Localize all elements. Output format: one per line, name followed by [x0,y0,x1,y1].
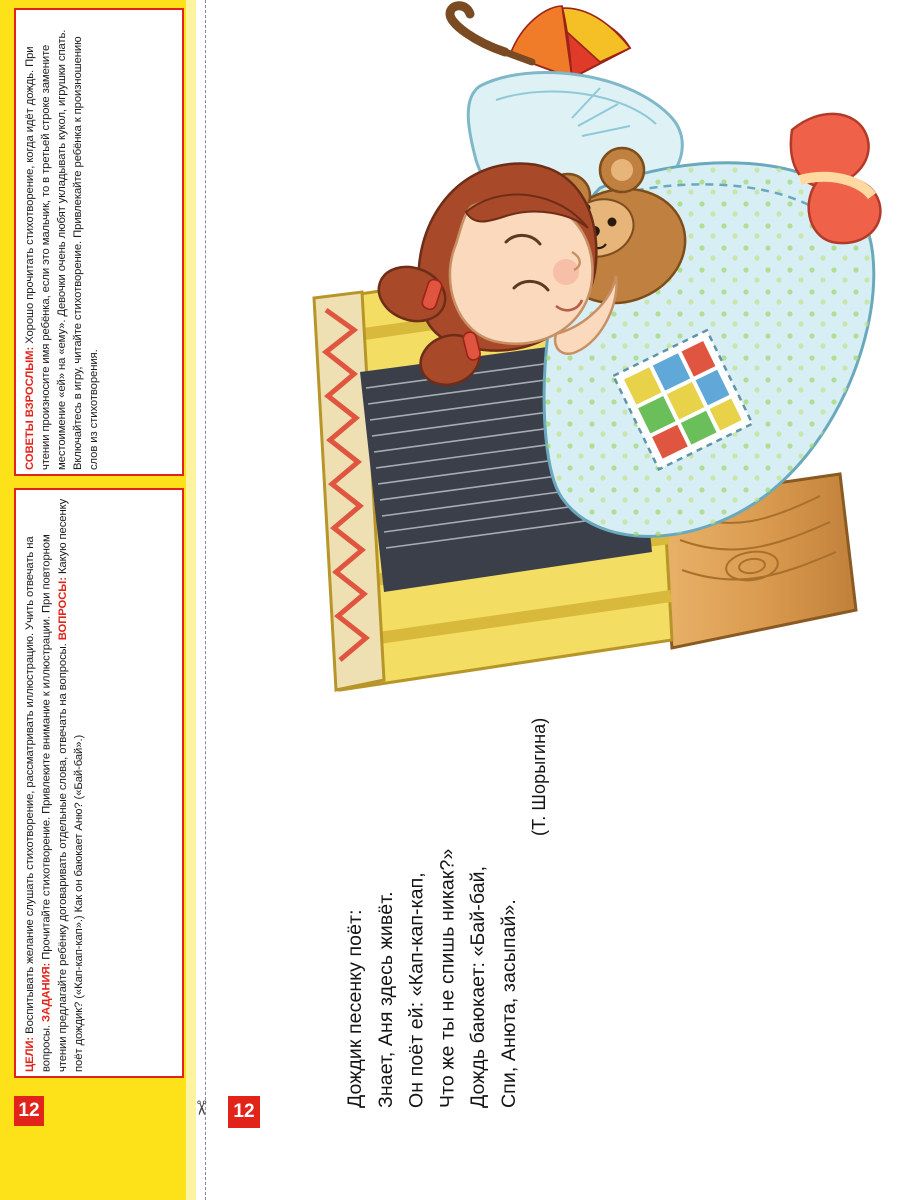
goals-heading: ЦЕЛИ: [24,1036,36,1072]
tasks-heading: ЗАДАНИЯ: [40,962,53,1022]
poem-block [340,718,550,1108]
poem-line: Дождик песенку поёт: [344,909,366,1108]
tasks-text: Прочитайте стихотворение. Привлеките внимание к иллюстрации. При повторном чтении предлагайте ребёнку договаривать отдельные слова, отвечать на вопросы. [40,534,69,1072]
poem-text [340,718,553,1108]
cut-along-dashed-line [205,0,206,1200]
page-number-right: 12 [228,1096,260,1128]
advice-for-adults-box [14,8,184,476]
questions-heading: ВОПРОСЫ: [56,577,69,641]
poem-author: (Т. Шорыгина) [528,718,549,837]
questions-text: Какую песенку поёт дождик? («Кап-кап-кап».) Как он баюкает Аню? («Бай-бай».) [56,498,86,1072]
advice-text-block [22,18,102,470]
goals-tasks-questions-box [14,488,184,1078]
scissors-icon: ✂ [189,1099,212,1117]
poem-line: Что же ты не спишь никак?» [436,848,459,1108]
poem-line: Знает, Аня здесь живёт. [374,891,397,1108]
poem-line: Спи, Анюта, засыпай». [497,899,520,1108]
poem-line: Дождь баюкает: «Бай-бай, [467,865,490,1108]
page-number-left: 12 [14,1096,44,1126]
column-inner-edge [186,0,196,1200]
poem-line: Он поёт ей: «Кап-кап-кап, [405,872,428,1108]
umbrella [450,6,630,78]
illustration-girl-sleeping [300,0,900,740]
advice-heading: СОВЕТЫ ВЗРОСЛЫМ: [24,346,36,470]
goals-text-block [22,498,88,1072]
advice-body: Хорошо прочитать стихотворение, когда идёт дождь. При чтении произносите имя ребёнка, если это мальчик, то в третьей строке замените местоимение «ей» на «ему». Девочки очень любят укладывать кукол, игрушки спать. Включайтесь в игру, читайте стихотворение. Привлекайте ребёнка к произношению слов из стихотворения. [24,29,101,470]
goals-text: Воспитывать желание слушать стихотворение, рассматривать иллюстрацию. Учить отвечать на вопросы. [24,536,53,1072]
